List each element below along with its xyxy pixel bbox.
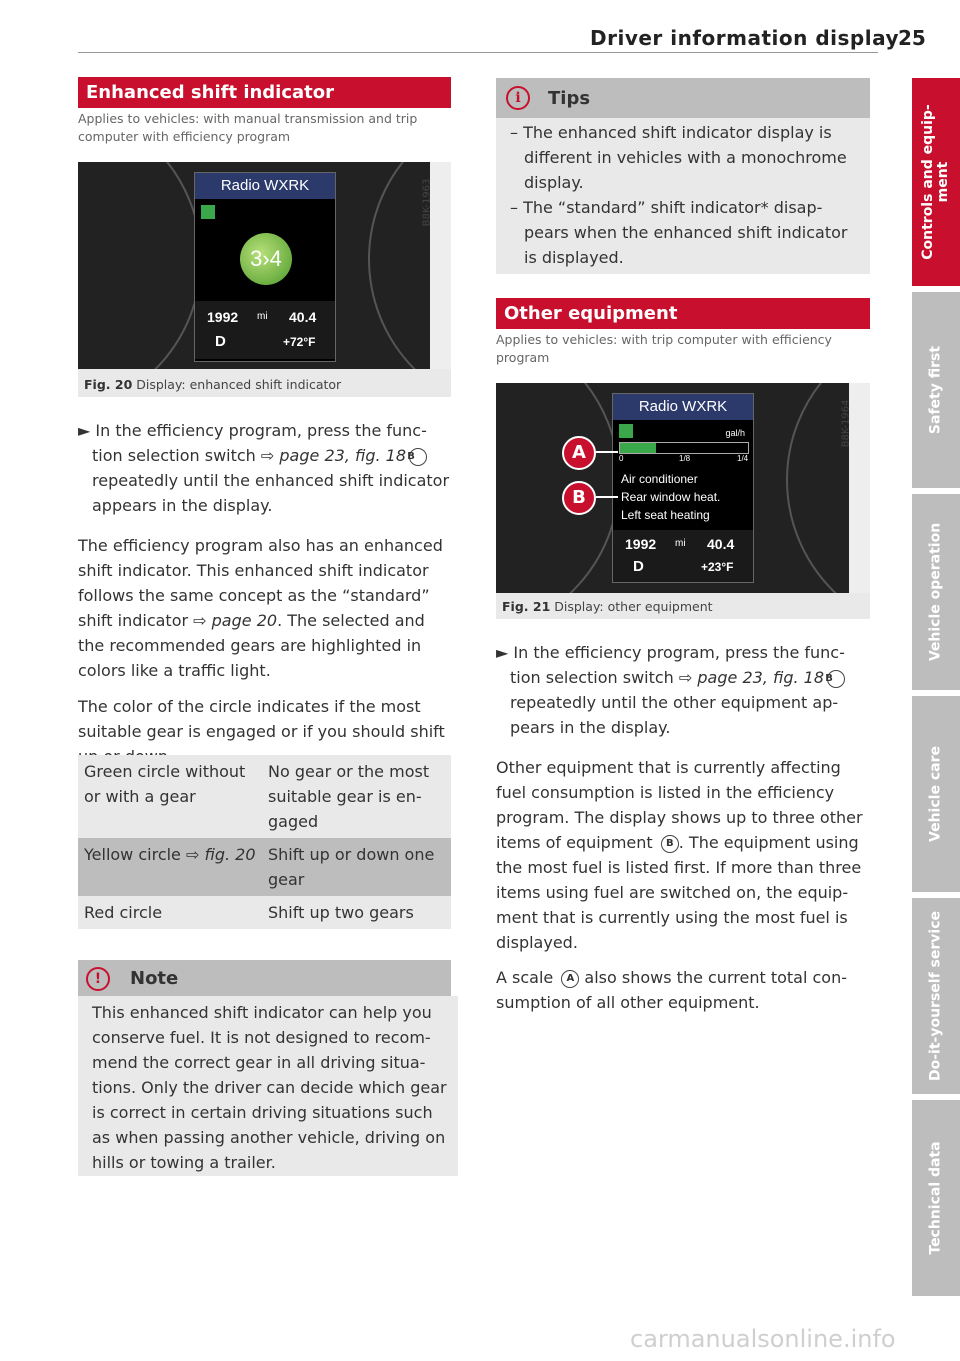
tab-label: Vehicle care [927,746,944,842]
scale-tick: 0 [619,454,624,463]
table-cell: Shift up two gears [268,903,414,922]
drive-mode: D [215,333,226,350]
figure-code: B8K-1963 [421,178,433,227]
fig-ref-link[interactable]: ⇨ fig. 20 [185,845,256,864]
side-tab-vehicle-operation[interactable] [912,494,960,690]
side-tab-vehicle-care[interactable] [912,696,960,892]
tip-item: – The enhanced shift indicator display is different in vehicles with a monochrome display. [510,123,847,192]
page-number: 25 [898,26,926,50]
bullet: ► [78,421,91,440]
tab-label: Controls and equip-ment [920,104,951,260]
tab-label: Technical data [927,1141,944,1255]
paragraph-other-equipment [496,755,870,955]
side-tab-controls[interactable] [912,78,960,286]
equipment-list [621,470,720,524]
tips-body [496,118,870,274]
figure-20 [78,162,451,397]
odometer-unit: mi [257,311,268,322]
callout-b-circle: B [661,835,679,853]
para-text-end: . The equipment using the most fuel is listed first. If more than three items using fuel are switched on, the equip-ment that is currently using the most fuel is displayed. [496,833,862,952]
cluster-image [78,162,451,369]
watermark: carmanualsonline.info [630,1325,896,1353]
para-text: A scale [496,968,559,987]
left-gauge [496,383,620,593]
screen-title: Radio WXRK [613,394,753,420]
info-icon: i [506,86,530,110]
step-instruction [78,418,451,518]
callout-b-circle: B [409,448,427,466]
step-text-end: repeatedly until the other equipment ap-pears in the display. [510,693,839,737]
para-text-end: also shows the current total con-sumption of all other equipment. [496,968,847,1012]
figure-code: B8K-1964 [840,399,852,448]
scale-unit: gal/h [725,428,745,438]
table-row [78,896,451,929]
trip-value: 40.4 [707,536,735,552]
warning-icon: ! [86,967,110,991]
scale-fill [620,443,656,453]
equipment-item: Left seat heating [621,508,710,522]
trip-value: 40.4 [289,309,317,325]
figure-caption [84,377,341,392]
figure-21 [496,383,870,619]
caption-text: Display: enhanced shift indicator [136,377,342,392]
temperature: +72°F [283,335,316,349]
odometer: 1992 [207,309,239,325]
consumption-scale [619,442,749,454]
step-text: In the efficiency program, press the func-tion selection switch [92,421,427,465]
tab-label: Safety first [927,345,944,435]
callout-a: A [562,436,596,470]
temperature: +23°F [701,560,734,574]
side-tab-diy-service[interactable] [912,898,960,1094]
odometer: 1992 [625,536,657,552]
tab-label: Do-it-yourself service [927,910,944,1081]
step-text: In the efficiency program, press the func-tion selection switch [510,643,845,687]
para-text: Other equipment that is currently affecting fuel consumption is listed in the efficiency program. The display shows up to three other items of equipment [496,758,863,852]
paragraph-scale [496,965,870,1015]
display-screen [612,393,754,583]
para-text-end: . The selected and the recommended gears are highlighted in colors like a traffic light. [78,611,425,680]
table-row [78,755,451,838]
gear-circle: 3›4 [240,233,292,285]
odometer-unit: mi [675,538,686,549]
page-header-title: Driver information display [590,26,900,50]
page-ref-link[interactable]: ⇨ page 23, fig. 18 [678,668,824,687]
callout-b-circle: B [827,670,845,688]
tip-item: – The “standard” shift indicator* disap-pears when the enhanced shift indicator is displayed. [510,198,848,267]
tips-header [496,78,870,118]
paragraph-color: The color of the circle indicates if the most suitable gear is engaged or if you should shift up or down. [78,697,445,766]
table-cell: Green circle without or with a gear [84,762,246,806]
step-instruction [496,640,870,740]
page-ref-link[interactable]: ⇨ page 20 [193,611,278,630]
bullet: ► [496,643,509,662]
caption-text: Display: other equipment [554,599,713,614]
section-title-enhanced-shift: Enhanced shift indicator [78,77,451,108]
paragraph-concept [78,533,451,683]
tab-label: Vehicle operation [927,522,944,662]
applies-note: Applies to vehicles: with manual transmission and trip computer with efficiency program [78,111,418,144]
gear-color-table [78,755,451,929]
applies-note: Applies to vehicles: with trip computer with efficiency program [496,332,832,365]
cluster-image [496,383,870,593]
caption-number: Fig. 20 [84,377,133,392]
cell-text: Yellow circle [84,845,186,864]
step-text-end: repeatedly until the enhanced shift indicator appears in the display. [92,471,450,515]
nav-arrow-icon [619,424,633,438]
table-cell: Shift up or down one gear [268,845,435,889]
tips-title: Tips [548,88,591,109]
table-cell: No gear or the most suitable gear is en-gaged [268,762,430,831]
table-cell [78,838,262,896]
left-gauge [78,162,202,369]
callout-b: B [562,481,596,515]
equipment-item: Air conditioner [621,472,698,486]
para-text: The efficiency program also has an enhanced shift indicator. This enhanced shift indicator follows the same concept as the “standard” shift indicator [78,536,443,630]
scale-tick: 1/4 [737,454,749,463]
drive-mode: D [633,558,644,575]
figure-caption [502,599,713,614]
table-cell: Red circle [84,903,163,922]
caption-number: Fig. 21 [502,599,551,614]
screen-title: Radio WXRK [195,173,335,199]
side-tab-safety[interactable] [912,292,960,488]
note-text: This enhanced shift indicator can help you conserve fuel. It is not designed to recom-mend the correct gear in all driving situa-tions. Only the driver can decide which gear is correct in certain driving situations such as when passing another vehicle, driving on hills or towing a trailer. [78,996,458,1176]
header-rule [78,52,878,53]
page-ref-link[interactable]: ⇨ page 23, fig. 18 [260,446,406,465]
table-row [78,838,451,896]
note-title: Note [130,968,179,989]
note-header [78,960,451,996]
scale-tick: 1/8 [679,454,691,463]
equipment-item: Rear window heat. [621,490,721,504]
section-title-other-equipment: Other equipment [496,298,870,329]
display-screen [194,172,336,362]
callout-a-circle: A [561,970,579,988]
side-tab-technical-data[interactable] [912,1100,960,1296]
nav-arrow-icon [201,205,215,219]
